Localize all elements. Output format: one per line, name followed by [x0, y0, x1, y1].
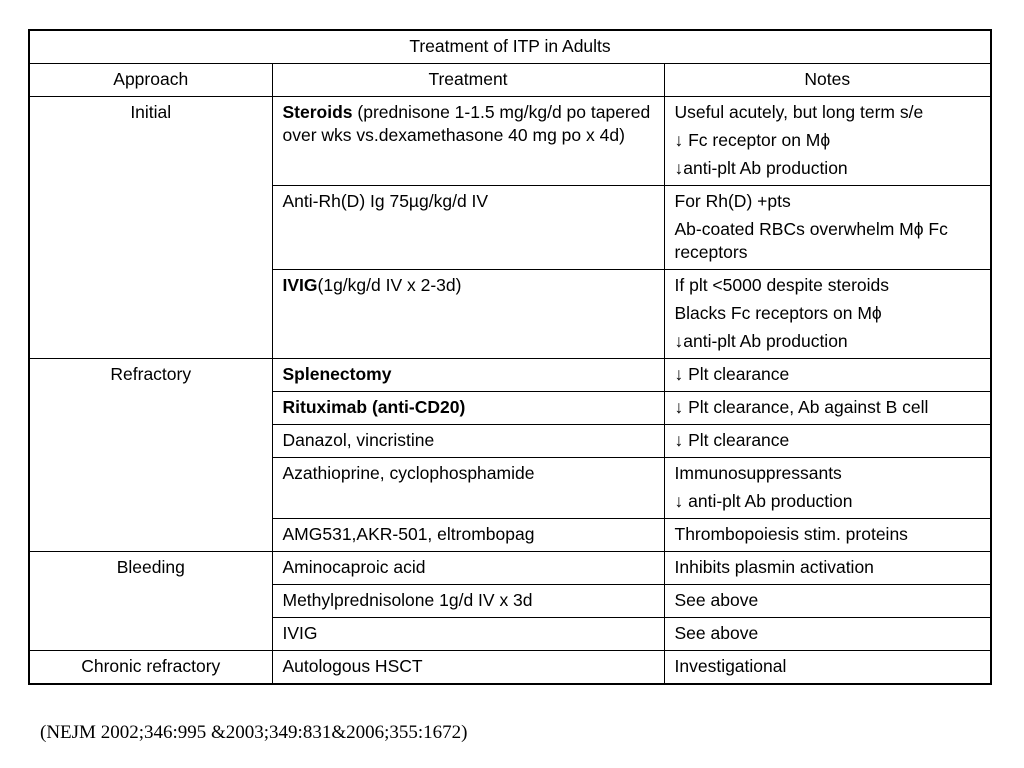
note-line: ↓ Fc receptor on Mϕ	[674, 130, 831, 150]
column-header-approach: Approach	[29, 64, 272, 97]
treatment-cell	[272, 270, 664, 359]
notes-cell	[664, 651, 991, 685]
note-line: Ab-coated RBCs overwhelm Mϕ Fc receptors	[674, 219, 948, 262]
note-line: Inhibits plasmin activation	[674, 557, 874, 577]
treatment-cell	[272, 651, 664, 685]
approach-cell: Bleeding	[29, 552, 272, 651]
treatment-cell	[272, 186, 664, 270]
table-body	[29, 97, 991, 685]
itp-treatment-table	[28, 29, 992, 685]
treatment-cell	[272, 618, 664, 651]
note-line: ↓ Plt clearance	[674, 430, 790, 450]
table-title: Treatment of ITP in Adults	[29, 30, 991, 64]
note-line: See above	[674, 590, 759, 610]
column-header-treatment: Treatment	[272, 64, 664, 97]
treatment-cell	[272, 458, 664, 519]
treatment-detail: (1g/kg/d IV x 2-3d)	[317, 275, 462, 295]
notes-cell	[664, 425, 991, 458]
treatment-name-bold: Splenectomy	[282, 364, 392, 384]
treatment-cell	[272, 359, 664, 392]
note-line: Blacks Fc receptors on Mϕ	[674, 303, 882, 323]
column-header-notes: Notes	[664, 64, 991, 97]
note-line: Investigational	[674, 656, 787, 676]
treatment-cell	[272, 425, 664, 458]
table-row	[29, 97, 991, 186]
note-line: ↓anti-plt Ab production	[674, 158, 848, 178]
treatment-detail: Danazol, vincristine	[282, 430, 435, 450]
note-line: For Rh(D) +pts	[674, 191, 791, 211]
treatment-cell	[272, 97, 664, 186]
notes-cell	[664, 519, 991, 552]
table-row	[29, 552, 991, 585]
treatment-cell	[272, 519, 664, 552]
treatment-detail: Methylprednisolone 1g/d IV x 3d	[282, 590, 533, 610]
treatment-name-bold: IVIG	[282, 275, 318, 295]
note-line: If plt <5000 despite steroids	[674, 275, 890, 295]
treatment-detail: Aminocaproic acid	[282, 557, 426, 577]
notes-cell	[664, 458, 991, 519]
treatment-detail: (prednisone 1-1.5 mg/kg/d po tapered over wks vs.dexamethasone 40 mg po x 4d)	[282, 102, 651, 145]
note-line: Useful acutely, but long term s/e	[674, 102, 924, 122]
treatment-detail: IVIG	[282, 623, 318, 643]
note-line: Thrombopoiesis stim. proteins	[674, 524, 908, 544]
notes-cell	[664, 585, 991, 618]
note-line: Immunosuppressants	[674, 463, 842, 483]
treatment-detail: AMG531,AKR-501, eltrombopag	[282, 524, 535, 544]
approach-cell: Refractory	[29, 359, 272, 552]
treatment-detail: Autologous HSCT	[282, 656, 423, 676]
note-line: ↓anti-plt Ab production	[674, 331, 848, 351]
note-line: ↓ anti-plt Ab production	[674, 491, 853, 511]
treatment-detail: Anti-Rh(D) Ig 75µg/kg/d IV	[282, 191, 489, 211]
notes-cell	[664, 359, 991, 392]
citation-text: (NEJM 2002;346:995 &2003;349:831&2006;355:1672)	[40, 722, 468, 743]
note-line: ↓ Plt clearance	[674, 364, 790, 384]
notes-cell	[664, 186, 991, 270]
notes-cell	[664, 392, 991, 425]
table-row	[29, 359, 991, 392]
treatment-detail: Azathioprine, cyclophosphamide	[282, 463, 535, 483]
notes-cell	[664, 270, 991, 359]
approach-cell: Chronic refractory	[29, 651, 272, 685]
notes-cell	[664, 618, 991, 651]
note-line: See above	[674, 623, 759, 643]
notes-cell	[664, 97, 991, 186]
treatment-cell	[272, 392, 664, 425]
table-row	[29, 651, 991, 685]
treatment-name-bold: Rituximab (anti-CD20)	[282, 397, 466, 417]
treatment-cell	[272, 552, 664, 585]
treatment-name-bold: Steroids	[282, 102, 353, 122]
notes-cell	[664, 552, 991, 585]
treatment-cell	[272, 585, 664, 618]
approach-cell: Initial	[29, 97, 272, 359]
note-line: ↓ Plt clearance, Ab against B cell	[674, 397, 929, 417]
